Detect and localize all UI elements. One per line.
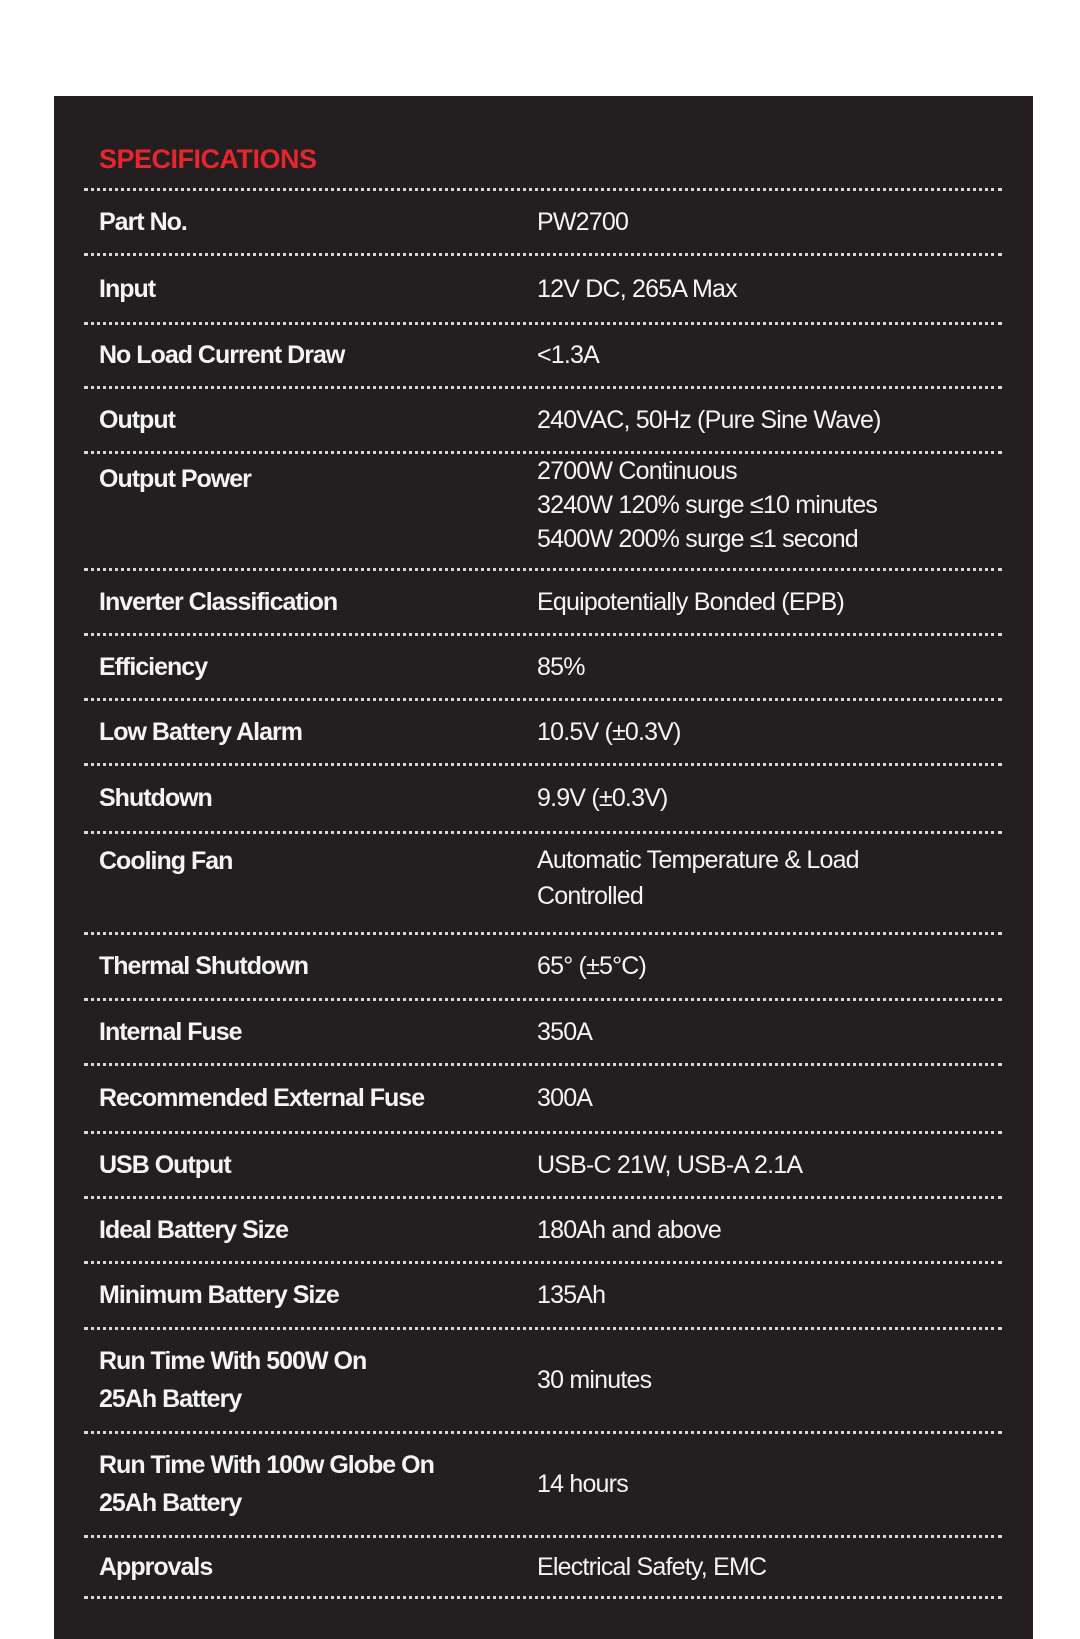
specifications-panel <box>54 96 1033 1639</box>
spec-row <box>84 452 1002 569</box>
spec-label: Inverter Classification <box>99 588 338 616</box>
spec-value: 180Ah and above <box>537 1216 722 1244</box>
spec-label: Ideal Battery Size <box>99 1216 289 1244</box>
spec-value: 30 minutes <box>537 1366 652 1394</box>
spec-row <box>84 1132 1002 1197</box>
spec-row <box>84 634 1002 699</box>
spec-value: USB-C 21W, USB-A 2.1A <box>537 1151 803 1179</box>
spec-label: Efficiency <box>99 653 208 681</box>
spec-label: Recommended External Fuse <box>99 1084 425 1112</box>
spec-row <box>84 1064 1002 1132</box>
spec-row <box>84 569 1002 634</box>
spec-row <box>84 832 1002 933</box>
spec-row <box>84 933 1002 999</box>
spec-value: 2700W Continuous 3240W 120% surge ≤10 minutes 5400W 200% surge ≤1 second <box>537 457 878 553</box>
spec-value: 10.5V (±0.3V) <box>537 718 681 746</box>
spec-label: No Load Current Draw <box>99 341 345 369</box>
spec-row <box>84 1262 1002 1328</box>
spec-label: USB Output <box>99 1151 231 1179</box>
spec-value: 85% <box>537 653 585 681</box>
spec-value: 350A <box>537 1018 593 1046</box>
spec-value: <1.3A <box>537 341 600 369</box>
spec-label: Output Power <box>99 465 251 493</box>
spec-row <box>84 999 1002 1064</box>
spec-label: Minimum Battery Size <box>99 1281 339 1309</box>
spec-value: 9.9V (±0.3V) <box>537 784 668 812</box>
spec-value: 135Ah <box>537 1281 606 1309</box>
spec-label: Run Time With 100w Globe On 25Ah Battery <box>99 1451 434 1517</box>
spec-value: 12V DC, 265A Max <box>537 275 737 303</box>
spec-row <box>84 254 1002 323</box>
spec-value: 240VAC, 50Hz (Pure Sine Wave) <box>537 406 881 434</box>
spec-row <box>84 1536 1002 1597</box>
spec-label: Thermal Shutdown <box>99 952 308 980</box>
spec-row <box>84 1432 1002 1536</box>
spec-label: Shutdown <box>99 784 212 812</box>
section-title: SPECIFICATIONS <box>99 144 317 174</box>
spec-value: 65° (±5°C) <box>537 952 647 980</box>
spec-row <box>84 387 1002 452</box>
spec-label: Output <box>99 406 175 434</box>
spec-row <box>84 764 1002 832</box>
spec-label: Low Battery Alarm <box>99 718 302 746</box>
spec-value: Electrical Safety, EMC <box>537 1553 767 1581</box>
spec-label: Internal Fuse <box>99 1018 242 1046</box>
spec-value: Automatic Temperature & Load Controlled <box>537 846 859 910</box>
spec-row <box>84 699 1002 764</box>
spec-label: Run Time With 500W On 25Ah Battery <box>99 1347 367 1413</box>
spec-row <box>84 323 1002 387</box>
spec-value: PW2700 <box>537 208 629 236</box>
spec-row <box>84 189 1002 254</box>
spec-label: Approvals <box>99 1553 213 1581</box>
spec-label: Input <box>99 275 156 303</box>
spec-row <box>84 1197 1002 1262</box>
spec-value: Equipotentially Bonded (EPB) <box>537 588 844 616</box>
spec-value: 14 hours <box>537 1470 628 1498</box>
spec-label: Cooling Fan <box>99 847 233 875</box>
spec-row <box>84 1328 1002 1432</box>
spec-label: Part No. <box>99 208 187 236</box>
spec-value: 300A <box>537 1084 593 1112</box>
